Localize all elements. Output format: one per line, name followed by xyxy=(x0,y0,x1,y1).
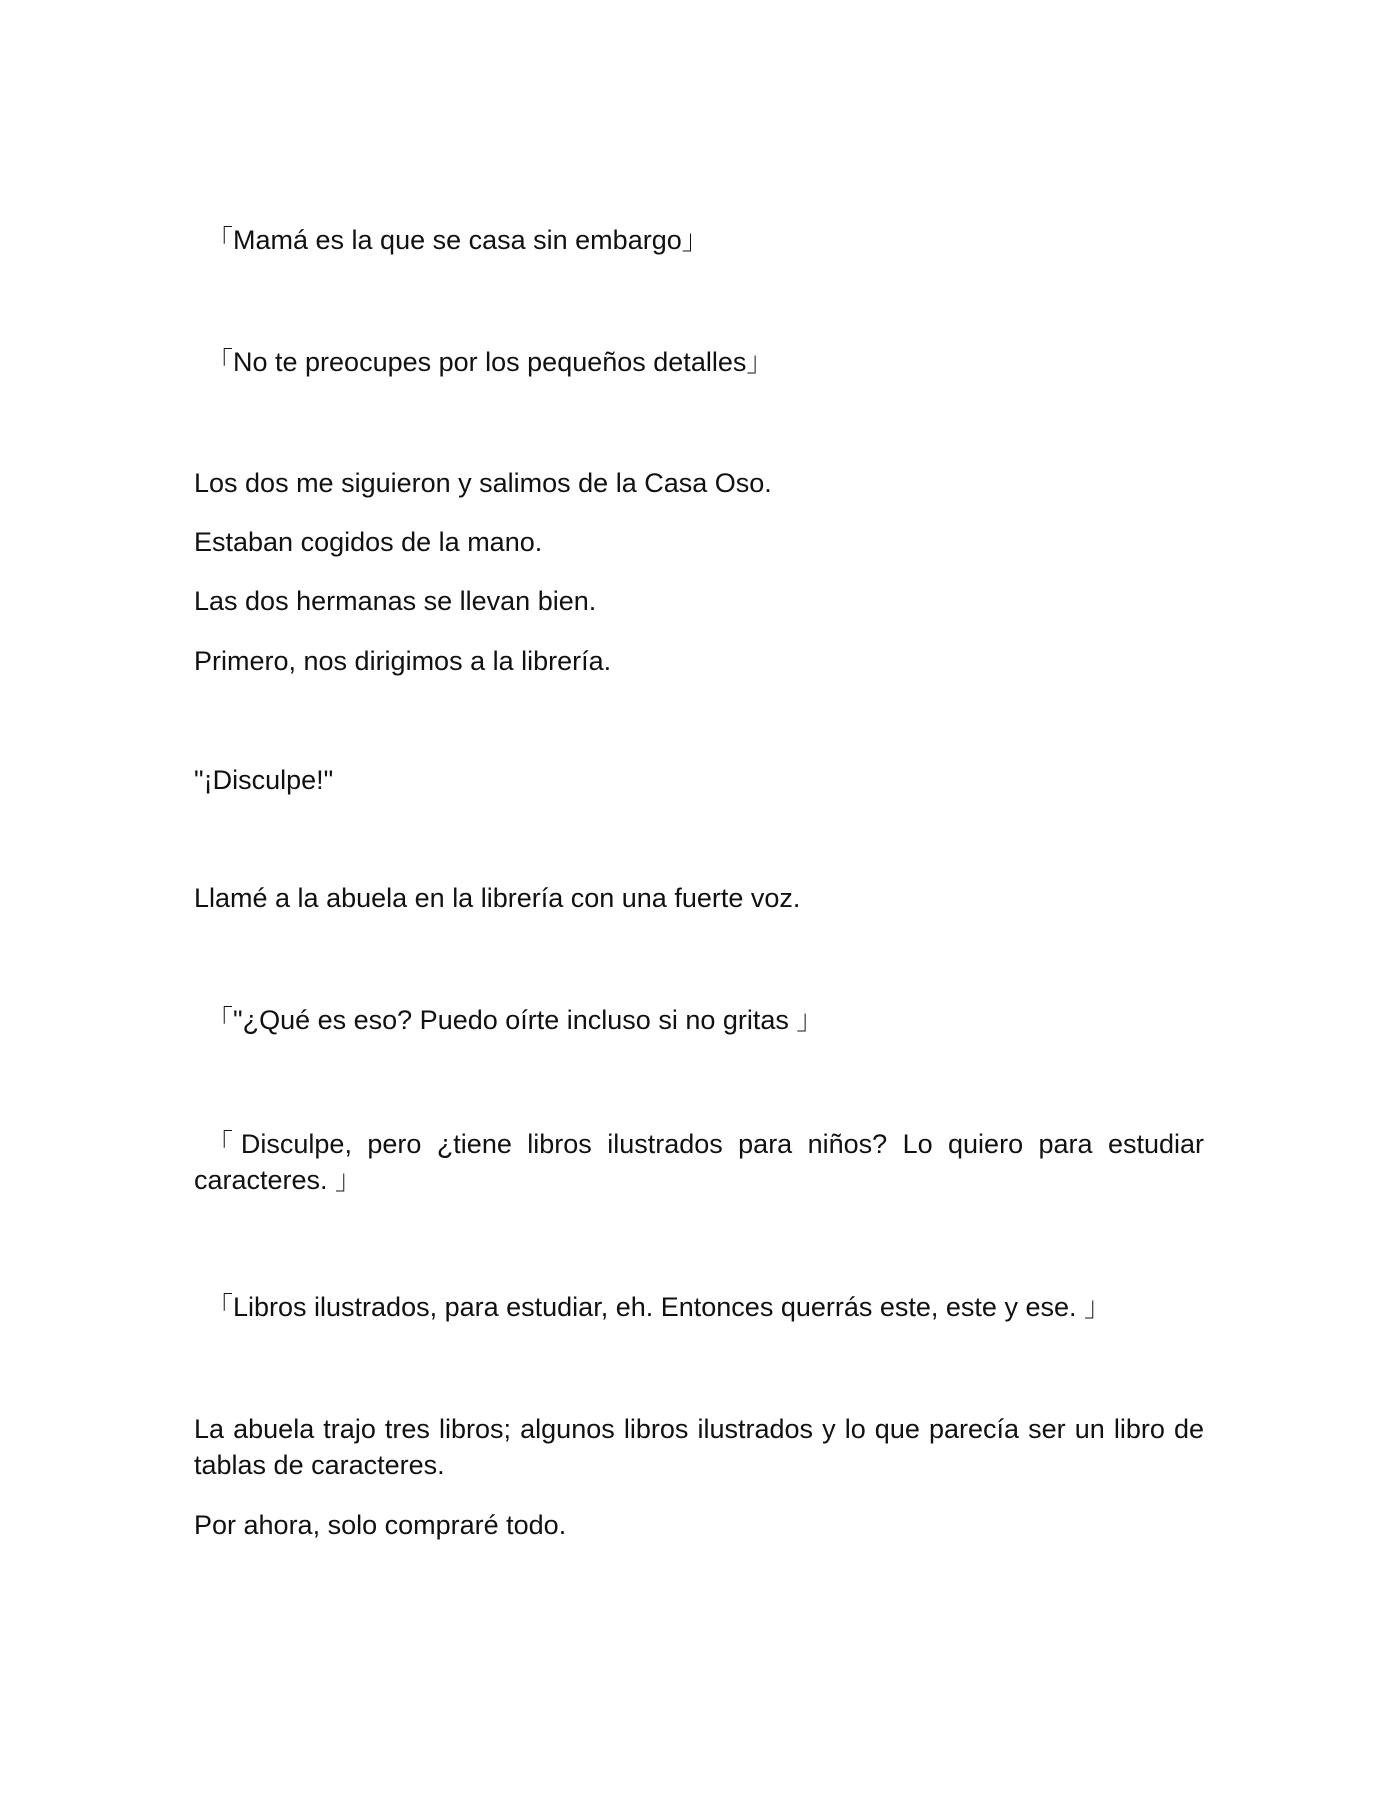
paragraph-12: La abuela trajo tres libros; algunos libros ilustrados y lo que parecía ser un libro de tablas de caracteres. xyxy=(194,1414,1204,1480)
paragraph-8: Llamé a la abuela en la librería con una fuerte voz. xyxy=(194,883,801,913)
paragraph-6: Primero, nos dirigimos a la librería. xyxy=(194,646,612,676)
paragraph-3: Los dos me siguieron y salimos de la Casa Oso. xyxy=(194,468,772,498)
paragraph-5: Las dos hermanas se llevan bien. xyxy=(194,586,597,616)
paragraph-13: Por ahora, solo compraré todo. xyxy=(194,1510,567,1540)
paragraph-11: 「Libros ilustrados, para estudiar, eh. Entonces querrás este, este y ese. 」 xyxy=(206,1292,1111,1322)
paragraph-7: "¡Disculpe!" xyxy=(194,765,334,795)
paragraph-2: 「No te preocupes por los pequeños detalles」 xyxy=(206,347,774,377)
paragraph-1: 「Mamá es la que se casa sin embargo」 xyxy=(206,225,709,255)
paragraph-10: 「Disculpe, pero ¿tiene libros ilustrados para niños? Lo quiero para estudiar caracteres. 」 xyxy=(194,1129,1204,1195)
paragraph-4: Estaban cogidos de la mano. xyxy=(194,527,543,557)
paragraph-9: 「"¿Qué es eso? Puedo oírte incluso si no gritas 」 xyxy=(206,1005,824,1035)
